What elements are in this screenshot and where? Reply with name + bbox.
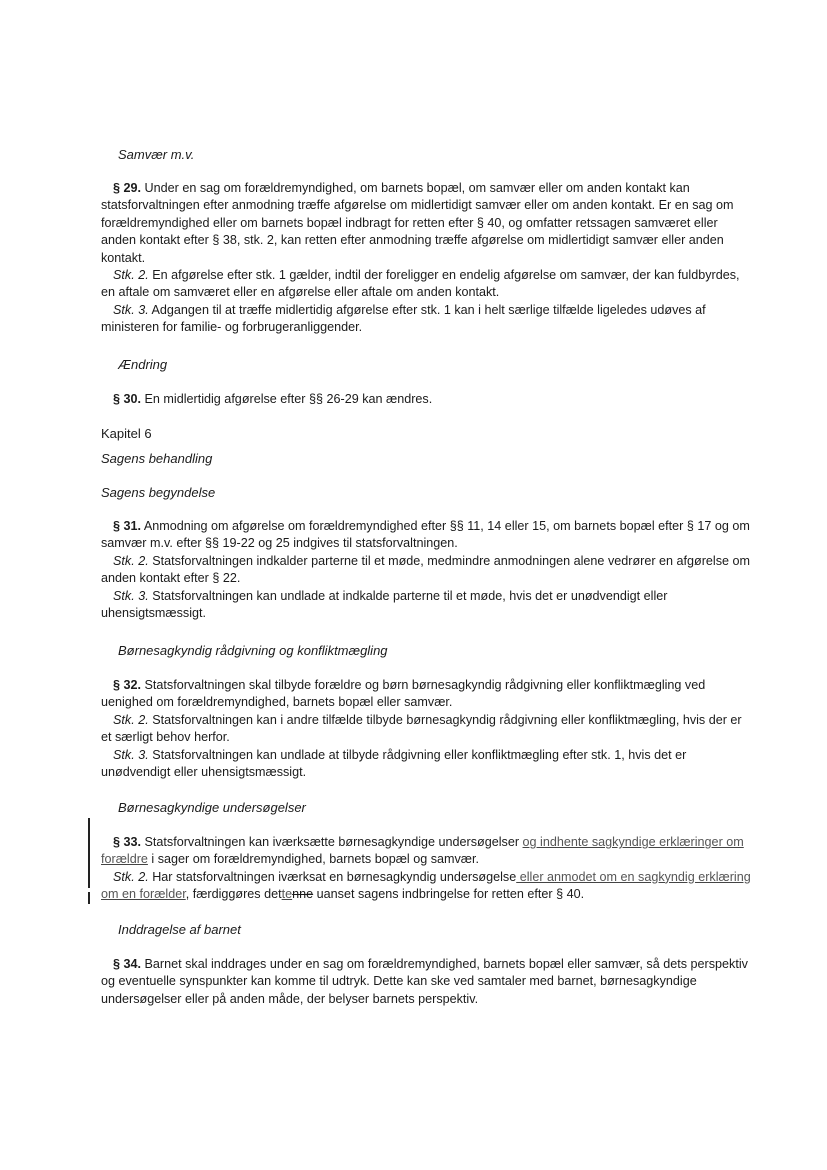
paragraph-text: Anmodning om afgørelse om forældremyndighed efter §§ 11, 14 eller 15, om barnets bopæl efter § 17 og om samvær m.v. efter §§ 19-22 og 25 indgives til statsforvaltningen. <box>101 519 750 551</box>
paragraph-31 <box>101 518 751 622</box>
paragraph-text: Statsforvaltningen kan i andre tilfælde tilbyde børnesagkyndig rådgivning eller konfliktmægling, hvis der er et særligt behov herfor. <box>101 712 742 745</box>
chapter-subtitle: Sagens behandling <box>101 451 213 466</box>
section-heading-samvaer: Samvær m.v. <box>118 147 195 162</box>
paragraph-34 <box>101 956 751 1008</box>
paragraph-text: En afgørelse efter stk. 1 gælder, indtil der foreligger en endelig afgørelse om samvær, der kan fuldbyrdes, en aftale om samværet eller en afgørelse eller aftale om anden kontakt. <box>101 268 740 300</box>
paragraph-32 <box>101 677 751 781</box>
handwritten-insertion: og indhente sagkyndige erklæringer om forældre <box>101 835 744 867</box>
paragraph-29 <box>101 180 751 337</box>
section-number: § 31. <box>113 519 142 533</box>
section-heading-begyndelse: Sagens begyndelse <box>101 485 216 500</box>
paragraph-text: uanset sagens indbringelse for retten efter § 40. <box>313 887 585 902</box>
revision-margin-bar <box>88 818 90 888</box>
stk-label: Stk. 2. <box>113 553 149 568</box>
paragraph-33 <box>101 834 751 904</box>
paragraph-text: Adgangen til at træffe midlertidig afgørelse efter stk. 1 kan i helt særlige tilfælde ligeledes udøves af ministeren for familie- og forbrugeranliggender. <box>101 302 706 335</box>
stk-label: Stk. 2. <box>113 712 149 727</box>
section-heading-undersoegelser: Børnesagkyndige undersøgelser <box>118 800 306 815</box>
stk-label: Stk. 3. <box>113 302 149 317</box>
paragraph-text: Har statsforvaltningen iværksat en børnesagkyndig undersøgelse <box>152 869 517 884</box>
paragraph-text: Under en sag om forældremyndighed, om barnets bopæl, om samvær eller om anden kontakt kan statsforvaltningen efter anmodning træffe afgørelse om midlertidigt samvær eller om anden kontakt. Er en sag om forældremyndighed eller om barnets bopæl indbragt for retten efter § 40, og omfatter retssagen samværet eller anden kontakt efter § 38, stk. 2, kan retten efter anmodning træffe afgørelse om midlertidigt samvær eller anden kontakt. <box>101 181 734 265</box>
section-heading-aendring: Ændring <box>118 357 168 372</box>
stk-label: Stk. 3. <box>113 588 149 603</box>
struck-text: nne <box>292 887 314 902</box>
paragraph-text: Statsforvaltningen kan undlade at indkalde parterne til et møde, hvis det er unødvendigt eller uhensigtsmæssigt. <box>101 588 668 621</box>
paragraph-text: Statsforvaltningen skal tilbyde forældre og børn børnesagkyndig rådgivning eller konfliktmægling ved uenighed om forældremyndighed, barnets bopæl eller samvær. <box>101 678 706 710</box>
paragraph-30 <box>101 391 751 408</box>
section-number: § 33. <box>113 835 142 849</box>
paragraph-text: , færdiggøres det <box>185 887 282 902</box>
paragraph-text: Barnet skal inddrages under en sag om forældremyndighed, barnets bopæl eller samvær, så dets perspektiv og eventuelle synspunkter kan komme til udtryk. Dette kan ske ved samtaler med barnet, børnesagkyndige undersøgelser eller på anden måde, der belyser barnets perspektiv. <box>101 957 748 1006</box>
section-number: § 34. <box>113 957 142 971</box>
chapter-title: Kapitel 6 <box>101 426 152 441</box>
paragraph-text: i sager om forældremyndighed, barnets bopæl og samvær. <box>147 852 480 867</box>
stk-label: Stk. 3. <box>113 747 149 762</box>
section-heading-raadgivning: Børnesagkyndig rådgivning og konfliktmægling <box>118 643 388 658</box>
stk-label: Stk. 2. <box>113 268 149 283</box>
handwritten-insertion: te <box>281 887 293 902</box>
paragraph-text: Statsforvaltningen kan undlade at tilbyde rådgivning eller konfliktmægling efter stk. 1, hvis det er unødvendigt eller uhensigtsmæssigt. <box>101 747 687 780</box>
section-number: § 30. <box>113 392 142 406</box>
section-number: § 32. <box>113 678 142 692</box>
paragraph-text: En midlertidig afgørelse efter §§ 26-29 kan ændres. <box>144 392 433 406</box>
paragraph-text: Statsforvaltningen kan iværksætte børnesagkyndige undersøgelser <box>144 835 523 849</box>
revision-margin-tick <box>88 892 90 904</box>
section-number: § 29. <box>113 181 142 195</box>
stk-label: Stk. 2. <box>113 869 149 884</box>
paragraph-text: Statsforvaltningen indkalder parterne til et møde, medmindre anmodningen alene vedrører en afgørelse om anden kontakt efter § 22. <box>101 553 751 586</box>
section-heading-inddragelse: Inddragelse af barnet <box>118 922 241 937</box>
handwritten-insertion: eller anmodet om en sagkyndig erklæring om en forælder <box>101 869 751 902</box>
